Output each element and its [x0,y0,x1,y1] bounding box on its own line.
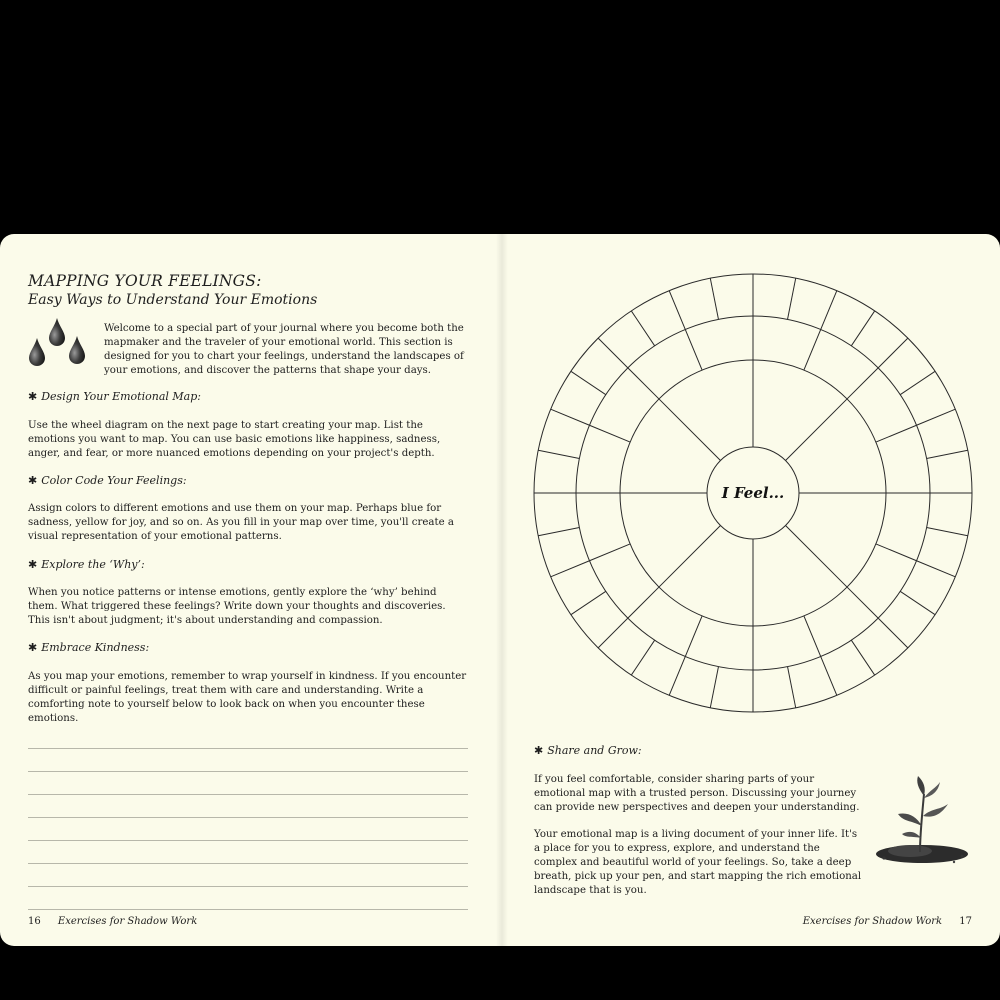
writing-line[interactable] [28,794,468,795]
wheel-middle-divider [804,616,821,657]
wheel-middle-divider [847,368,878,399]
page-subtitle: Easy Ways to Understand Your Emotions [28,292,318,308]
wheel-outer-divider [538,450,579,458]
section-body-color: Assign colors to different emotions and use them on your map. Perhaps blue for sadness, yellow for joy, and so on. As you fill in your map over time, you'll create a visual representation of your emotional patterns. [28,503,454,542]
closing-paragraph: Your emotional map is a living document of your inner life. It's a place for you to express, explore, and understand the complex and beautiful world of your feelings. So, take a deep breath, pick up your pen, and start mapping the rich emotional landscape that is you. [534,829,862,896]
wheel-outer-divider [551,409,590,425]
wheel-outer-divider [851,640,874,675]
wheel-outer-divider [917,409,956,425]
emotion-wheel-diagram[interactable] [532,272,974,714]
writing-line[interactable] [28,840,468,841]
section-heading-kindness: ✱ Embrace Kindness: [28,641,150,654]
writing-line[interactable] [28,817,468,818]
wheel-inner-divider [659,399,721,461]
wheel-middle-divider [589,544,630,561]
running-title: Exercises for Shadow Work [802,916,943,927]
wheel-outer-divider [900,591,935,614]
wheel-outer-divider [669,657,685,696]
star-bullet-icon: ✱ [28,641,38,654]
wheel-middle-divider [628,587,659,618]
writing-line[interactable] [28,748,468,749]
section-body-kindness: As you map your emotions, remember to wrap yourself in kindness. If you encounter difficult or painful feelings, treat them with care and understanding. Write a comforting note to yourself below to look back on when you encounter these emotions. [28,671,467,724]
wheel-outer-divider [538,528,579,536]
wheel-outer-divider [788,667,796,708]
wheel-inner-divider [786,399,848,461]
wheel-outer-divider [851,311,874,346]
page-footer-right [803,916,972,927]
writing-line[interactable] [28,909,468,910]
section-body-design: Use the wheel diagram on the next page to start creating your map. List the emotions you want to map. You can use basic emotions like happiness, sadness, anger, and fear, or more nuanced emotions depending on your project's depth. [28,420,441,459]
wheel-middle-divider [685,329,702,370]
wheel-outer-divider [571,591,606,614]
wheel-outer-divider [900,371,935,394]
wheel-inner-divider [786,526,848,588]
writing-line[interactable] [28,771,468,772]
intro-paragraph: Welcome to a special part of your journal where you become both the mapmaker and the traveler of your emotional world. This section is designed for you to chart your feelings, understand the landscapes of your emotions, and discover the patterns that shape your days. [104,323,464,376]
tear-drops-icon [26,316,92,372]
wheel-outer-divider [878,338,908,368]
writing-line[interactable] [28,863,468,864]
section-heading-why: ✱ Explore the ‘Why’: [28,558,145,571]
share-paragraph: If you feel comfortable, consider sharing parts of your emotional map with a trusted person. Discussing your journey can provide new perspectives and deepen your understanding. [534,774,860,813]
wheel-outer-divider [669,291,685,330]
wheel-outer-divider [631,311,654,346]
page-title: MAPPING YOUR FEELINGS: [28,272,262,290]
wheel-middle-divider [804,329,821,370]
star-bullet-icon: ✱ [28,390,38,403]
star-bullet-icon: ✱ [28,474,38,487]
star-bullet-icon: ✱ [28,558,38,571]
running-title: Exercises for Shadow Work [57,916,198,927]
wheel-outer-divider [598,338,628,368]
page-footer-left [28,916,197,927]
wheel-outer-divider [788,278,796,319]
wheel-inner-divider [659,526,721,588]
page-number: 16 [28,916,41,927]
wheel-outer-divider [551,561,590,577]
writing-line[interactable] [28,886,468,887]
wheel-middle-divider [628,368,659,399]
star-bullet-icon: ✱ [534,744,544,757]
wheel-outer-divider [710,278,718,319]
wheel-outer-divider [878,618,908,648]
page-number: 17 [959,916,972,927]
wheel-outer-divider [927,528,968,536]
wheel-outer-divider [821,657,837,696]
wheel-outer-divider [917,561,956,577]
seedling-icon [870,774,974,874]
wheel-outer-divider [927,450,968,458]
section-heading-design: ✱ Design Your Emotional Map: [28,390,201,403]
section-heading-share: ✱ Share and Grow: [534,744,642,757]
wheel-middle-divider [685,616,702,657]
wheel-outer-divider [821,291,837,330]
wheel-middle-divider [876,544,917,561]
book-spread [0,234,1000,946]
wheel-outer-divider [631,640,654,675]
wheel-middle-divider [589,425,630,442]
wheel-outer-divider [571,371,606,394]
section-heading-color: ✱ Color Code Your Feelings: [28,474,187,487]
wheel-outer-divider [598,618,628,648]
left-page [0,234,498,946]
wheel-center-label: I Feel... [721,484,785,502]
section-body-why: When you notice patterns or intense emotions, gently explore the ‘why’ behind them. What triggered these feelings? Write down your thoughts and discoveries. This isn't about judgment; it's about understanding and compassion. [28,587,446,626]
right-page [502,234,1000,946]
wheel-middle-divider [847,587,878,618]
wheel-middle-divider [876,425,917,442]
wheel-outer-divider [710,667,718,708]
